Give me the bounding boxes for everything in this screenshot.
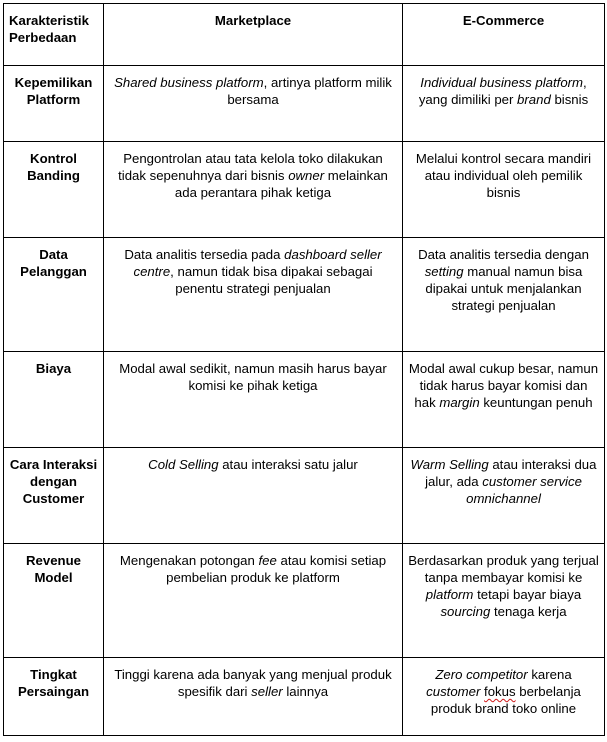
italic-term: dashboard seller centre: [133, 247, 382, 279]
column-header-marketplace: Marketplace: [104, 4, 403, 66]
italic-term: customer service omnichannel: [466, 474, 582, 506]
marketplace-cell-customer-interaction: Cold Selling atau interaksi satu jalur: [104, 448, 403, 544]
table-row: [4, 544, 605, 658]
marketplace-cell-revenue-model: Mengenakan potongan fee atau komisi setiap pembelian produk ke platform: [104, 544, 403, 658]
ecommerce-cell-ownership: Individual business platform, yang dimiliki per brand bisnis: [403, 66, 605, 142]
ecommerce-cell-customer-data: Data analitis tersedia dengan setting manual namun bisa dipakai untuk menjalankan strategi penjualan: [403, 238, 605, 352]
table-row: [4, 238, 605, 352]
italic-term: Warm Selling: [410, 457, 489, 472]
marketplace-cell-control: Pengontrolan atau tata kelola toko dilakukan tidak sepenuhnya dari bisnis owner melainkan ada perantara pihak ketiga: [104, 142, 403, 238]
italic-term: fee: [258, 553, 277, 568]
italic-term: Cold Selling: [148, 457, 219, 472]
spellcheck-marked-word: fokus: [484, 684, 516, 699]
row-label-customer-data: Data Pelanggan: [4, 238, 104, 352]
marketplace-cell-ownership: Shared business platform, artinya platform milik bersama: [104, 66, 403, 142]
row-label-cost: Biaya: [4, 352, 104, 448]
ecommerce-cell-competition: Zero competitor karena customer fokus berbelanja produk brand toko online: [403, 658, 605, 736]
italic-term: setting: [424, 264, 464, 279]
italic-term: customer: [426, 684, 481, 699]
table-row: [4, 352, 605, 448]
column-header-ecommerce: E-Commerce: [403, 4, 605, 66]
column-header-characteristic: Karakteristik Perbedaan: [4, 4, 104, 66]
marketplace-cell-competition: Tinggi karena ada banyak yang menjual produk spesifik dari seller lainnya: [104, 658, 403, 736]
ecommerce-cell-customer-interaction: Warm Selling atau interaksi dua jalur, ada customer service omnichannel: [403, 448, 605, 544]
row-label-ownership: Kepemilikan Platform: [4, 66, 104, 142]
ecommerce-cell-cost: Modal awal cukup besar, namun tidak harus bayar komisi dan hak margin keuntungan penuh: [403, 352, 605, 448]
marketplace-cell-customer-data: Data analitis tersedia pada dashboard seller centre, namun tidak bisa dipakai sebagai penentu strategi penjualan: [104, 238, 403, 352]
italic-term: platform: [425, 587, 474, 602]
table-row: [4, 66, 605, 142]
table-body: [4, 66, 605, 736]
ecommerce-cell-revenue-model: Berdasarkan produk yang terjual tanpa membayar komisi ke platform tetapi bayar biaya sourcing tenaga kerja: [403, 544, 605, 658]
table-row: [4, 658, 605, 736]
italic-term: sourcing: [440, 604, 491, 619]
row-label-revenue-model: Revenue Model: [4, 544, 104, 658]
italic-term: brand: [517, 92, 551, 107]
row-label-control: Kontrol Banding: [4, 142, 104, 238]
italic-term: seller: [251, 684, 283, 699]
row-label-competition: Tingkat Persaingan: [4, 658, 104, 736]
table-row: [4, 448, 605, 544]
italic-term: Shared business platform: [114, 75, 264, 90]
row-label-customer-interaction: Cara Interaksi dengan Customer: [4, 448, 104, 544]
italic-term: Individual business platform: [420, 75, 584, 90]
table-row: [4, 142, 605, 238]
italic-term: owner: [288, 168, 325, 183]
italic-term: Zero competitor: [435, 667, 528, 682]
marketplace-cell-cost: Modal awal sedikit, namun masih harus bayar komisi ke pihak ketiga: [104, 352, 403, 448]
header-row: [4, 4, 605, 66]
italic-term: margin: [439, 395, 480, 410]
ecommerce-cell-control: Melalui kontrol secara mandiri atau individual oleh pemilik bisnis: [403, 142, 605, 238]
comparison-table: [3, 3, 605, 736]
